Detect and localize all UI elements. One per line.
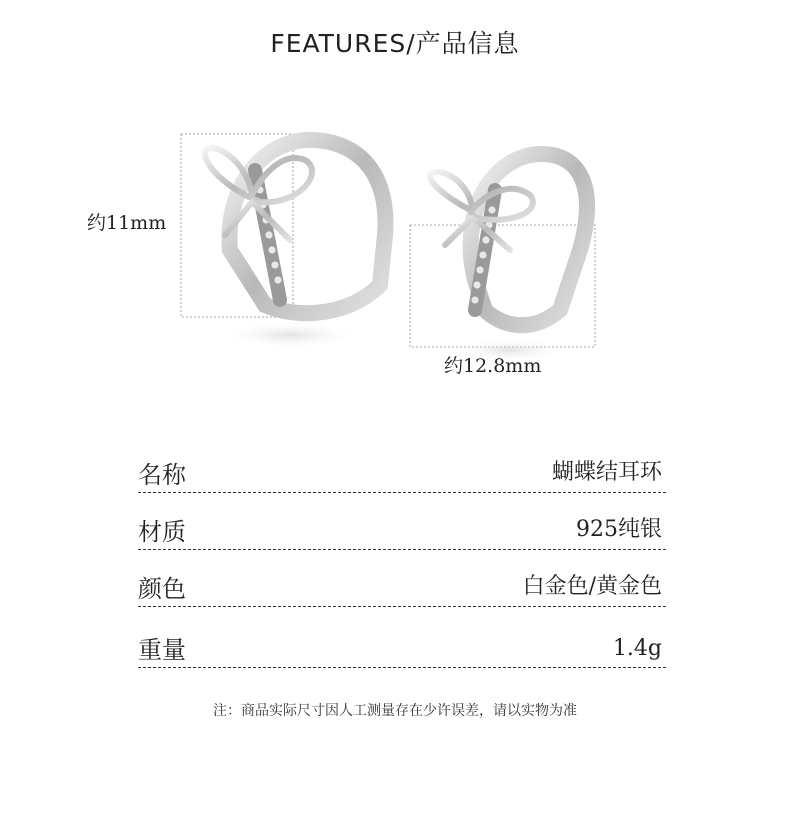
- spec-label: 颜色: [138, 575, 186, 603]
- spec-value: 925纯银: [576, 517, 662, 542]
- spec-row-material: [138, 519, 666, 550]
- spec-label: 名称: [138, 461, 186, 489]
- earring-left: [205, 140, 385, 349]
- spec-row-name: [138, 462, 666, 493]
- spec-row-color: [138, 576, 666, 607]
- spec-value: 蝴蝶结耳环: [551, 460, 662, 485]
- measurement-disclaimer: 注：商品实际尺寸因人工测量存在少许误差，请以实物为准: [213, 703, 577, 719]
- spec-label: 材质: [138, 518, 186, 546]
- spec-label: 重量: [138, 636, 186, 664]
- width-measurement-label: 约12.8mm: [444, 355, 542, 377]
- spec-row-weight: [138, 637, 666, 668]
- earring-photo: [80, 110, 680, 400]
- spec-value: 白金色/黄金色: [522, 574, 662, 599]
- page-title: FEATURES/产品信息: [270, 29, 520, 58]
- height-measurement-label: 约11mm: [87, 212, 167, 234]
- spec-value: 1.4g: [612, 636, 662, 661]
- earring-right: [430, 154, 587, 362]
